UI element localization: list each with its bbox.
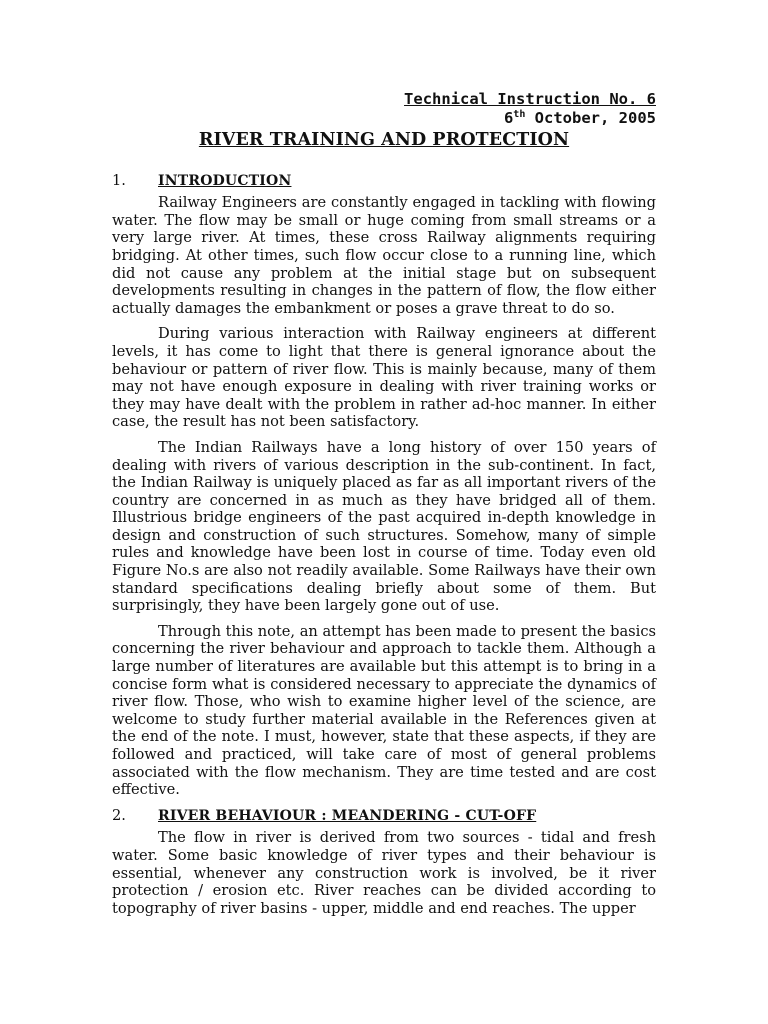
paragraph: During various interaction with Railway engineers at different levels, it has come to light that there is general ignorance about the behaviour or pattern of river flow. This is mainly because, many of them may not have enough exposure in dealing with river training works or they may have dealt with the problem in rather ad-hoc manner. In either case, the result has not been satisfactory. (112, 325, 656, 431)
section-introduction (112, 172, 656, 799)
paragraph: Through this note, an attempt has been made to present the basics concerning the river behaviour and approach to tackle them. Although a large number of literatures are available but this attempt is to bring in a concise form what is considered necessary to appreciate the dynamics of river flow. Those, who wish to examine higher level of the science, are welcome to study further material available in the References given at the end of the note. I must, however, state that these aspects, if they are followed and practiced, will take care of most of general problems associated with the flow mechanism. They are time tested and are cost effective. (112, 622, 656, 799)
paragraph: The flow in river is derived from two sources - tidal and fresh water. Some basic knowledge of river types and their behaviour is essential, whenever any construction work is involved, be it river protection / erosion etc. River reaches can be divided according to topography of river basins - upper, middle and end reaches. The upper (112, 829, 656, 917)
issue-date (112, 109, 656, 128)
paragraph: The Indian Railways have a long history of over 150 years of dealing with rivers of various description in the sub-continent. In fact, the Indian Railway is uniquely placed as far as all important rivers of the country are concerned in as much as they have bridged all of them. Illustrious bridge engineers of the past acquired in-depth knowledge in design and construction of such structures. Somehow, many of simple rules and knowledge have been lost in course of time. Today even old Figure No.s are also not readily available. Some Railways have their own standard specifications dealing briefly about some of them. But surprisingly, they have been largely gone out of use. (112, 438, 656, 615)
section-title: RIVER BEHAVIOUR : MEANDERING - CUT-OFF (158, 807, 537, 824)
document-title: RIVER TRAINING AND PROTECTION (198, 130, 570, 150)
paragraph: Railway Engineers are constantly engaged in tackling with flowing water. The flow may be small or huge coming from small streams or a very large river. At times, these cross Railway alignments requiring bridging. At other times, such flow occur close to a running line, which did not cause any problem at the initial stage but on subsequent developments resulting in changes in the pattern of flow, the flow either actually damages the embankment or poses a grave threat to do so. (112, 194, 656, 317)
section-river-behaviour (112, 807, 656, 918)
instruction-number: Technical Instruction No. 6 (404, 90, 656, 108)
document-page (112, 90, 656, 925)
document-header (112, 90, 656, 128)
section-number: 1. (112, 171, 126, 189)
date-day: 6 (503, 109, 514, 127)
section-number: 2. (112, 806, 126, 824)
section-title: INTRODUCTION (158, 172, 292, 189)
section-heading (112, 172, 656, 191)
section-heading (112, 807, 656, 826)
date-suffix: th (513, 108, 526, 120)
date-rest: October, 2005 (525, 109, 656, 127)
